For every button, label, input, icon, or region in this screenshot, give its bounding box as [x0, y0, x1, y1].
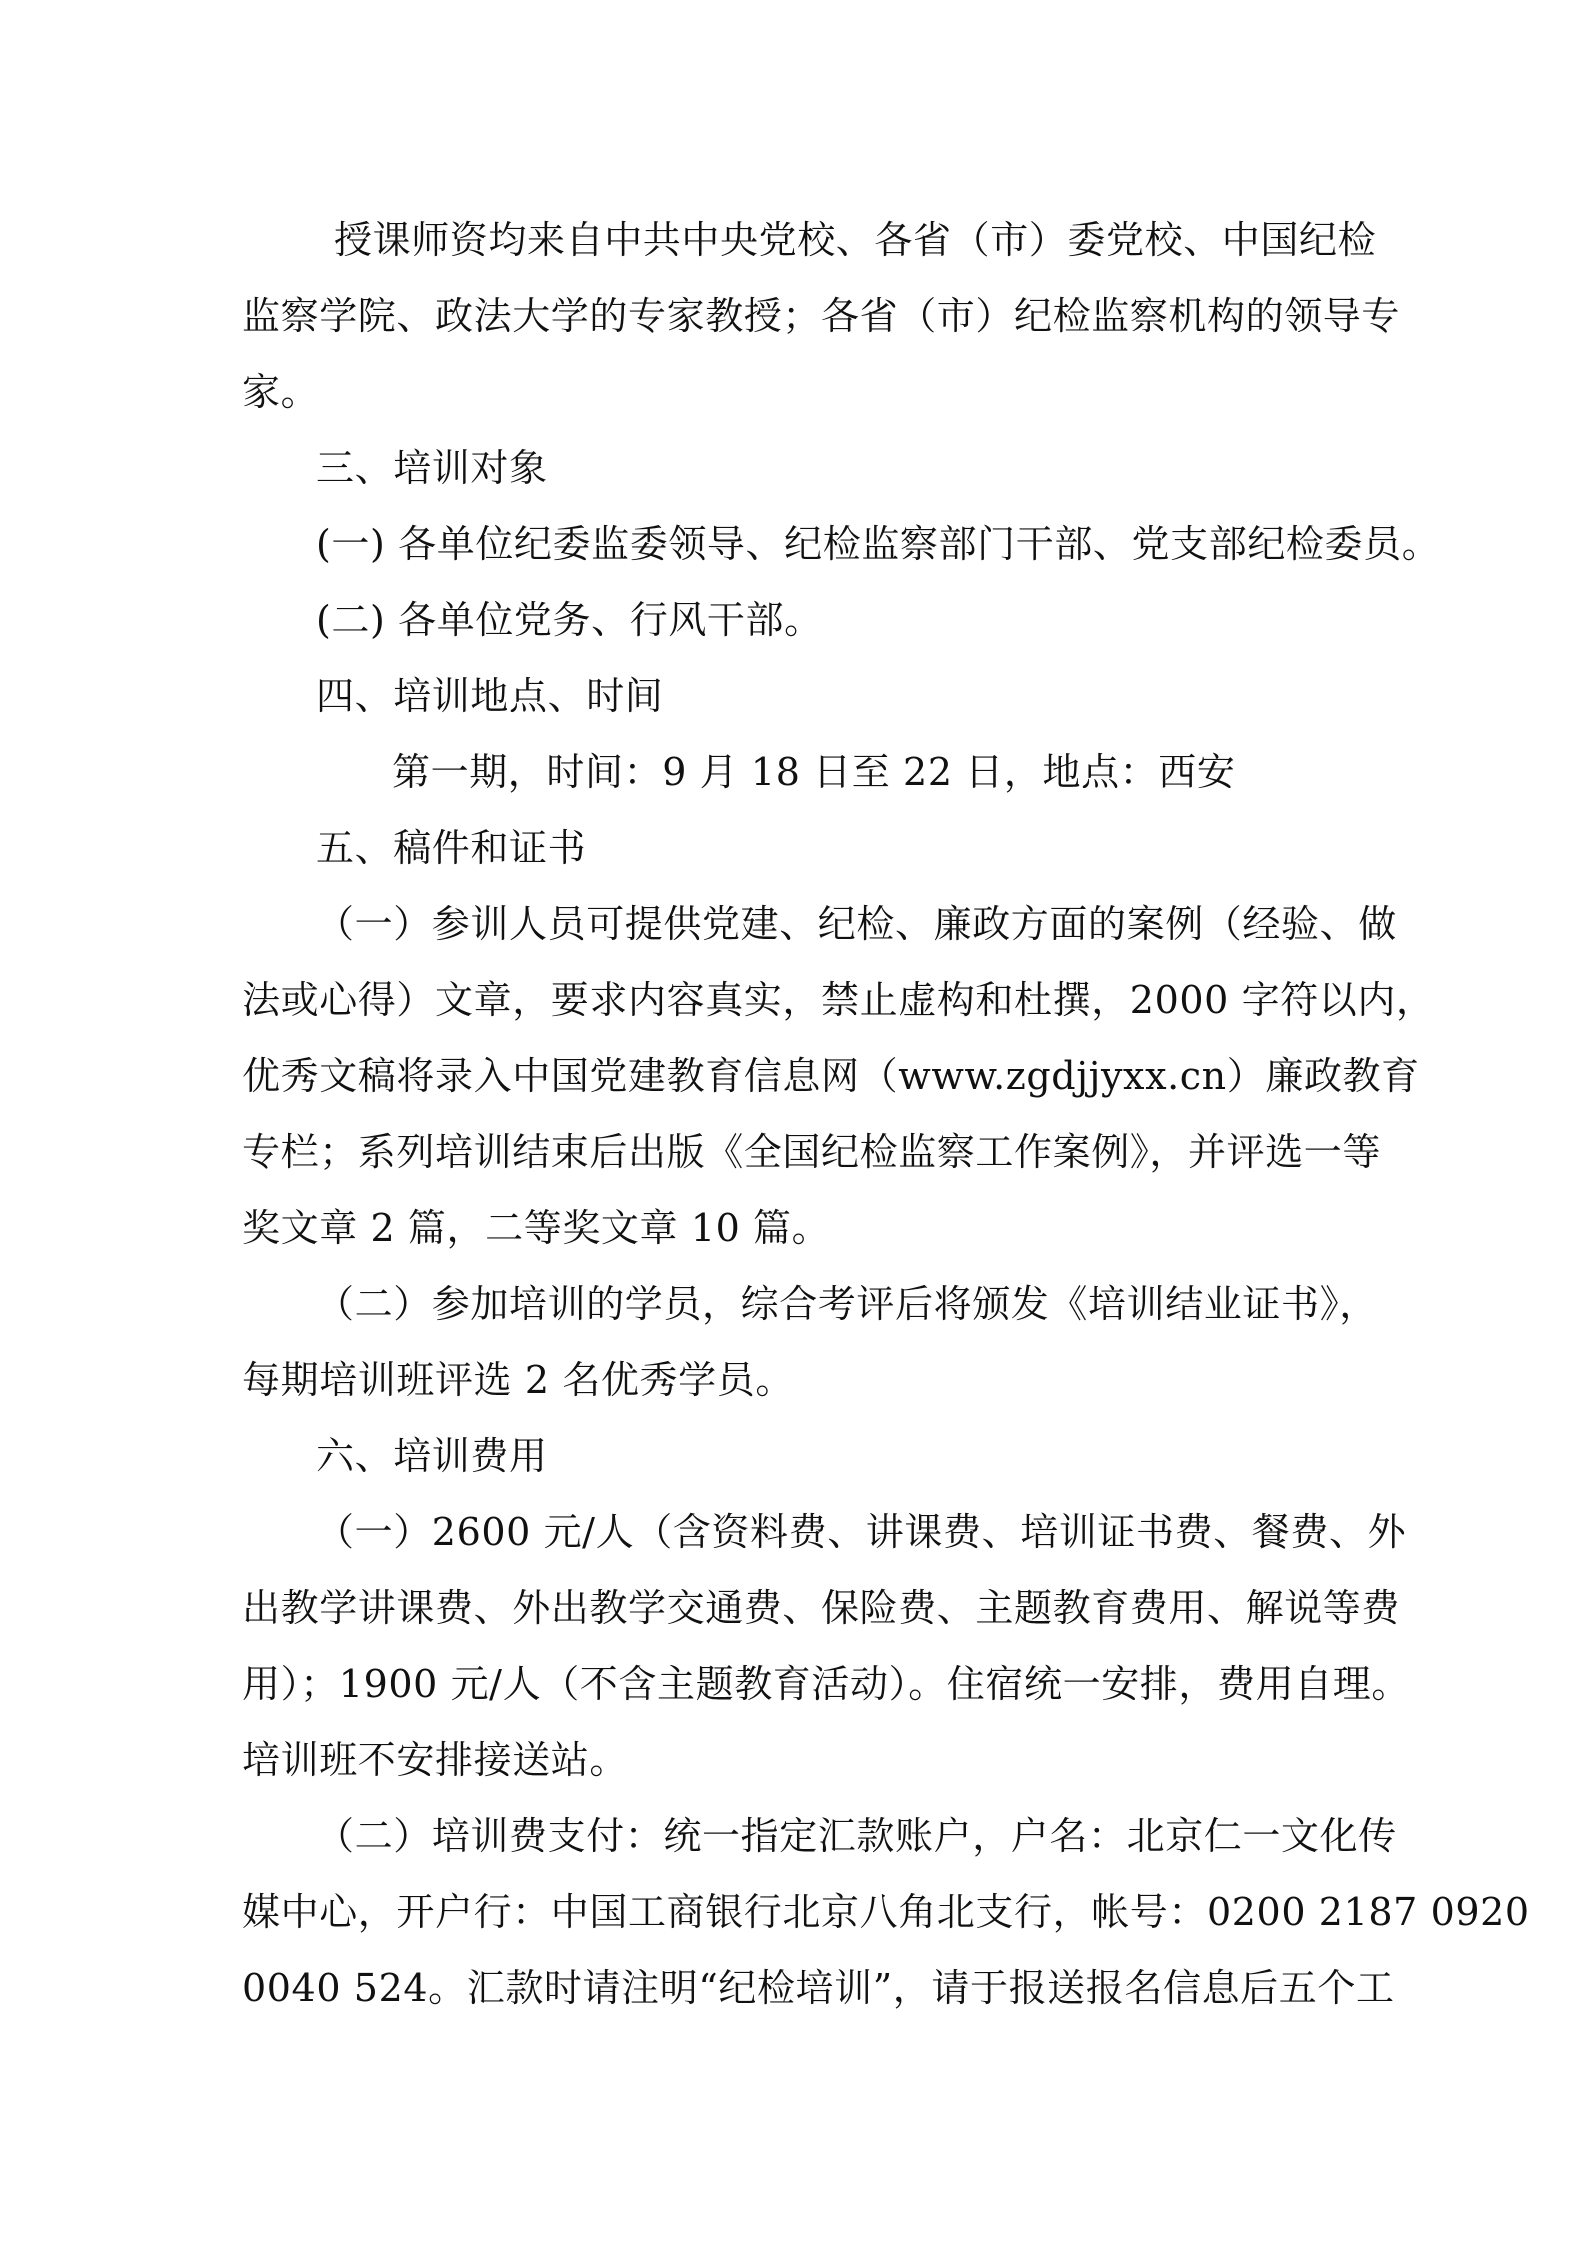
text-line: 授课师资均来自中共中央党校、各省（市）委党校、中国纪检	[334, 218, 1377, 262]
text-line: （一）参训人员可提供党建、纪检、廉政方面的案例（经验、做	[316, 902, 1397, 946]
text-line: （二）参加培训的学员，综合考评后将颁发《培训结业证书》，	[316, 1282, 1378, 1326]
text-line: 0040 524。汇款时请注明“纪检培训”，请于报送报名信息后五个工	[242, 1966, 1395, 2010]
text-line: 奖文章 2 篇，二等奖文章 10 篇。	[242, 1206, 831, 1250]
text-line: （一）2600 元/人（含资料费、讲课费、培训证书费、餐费、外	[316, 1510, 1407, 1554]
text-line: 培训班不安排接送站。	[242, 1738, 629, 1782]
text-line: 第一期，时间：9 月 18 日至 22 日，地点：西安	[392, 750, 1236, 794]
text-line: 每期培训班评选 2 名优秀学员。	[242, 1358, 794, 1402]
section-heading: 四、培训地点、时间	[316, 674, 664, 718]
text-line: (一) 各单位纪委监委领导、纪检监察部门干部、党支部纪检委员。	[316, 522, 1441, 566]
section-heading: 五、稿件和证书	[316, 826, 587, 870]
section-heading: 六、培训费用	[316, 1434, 548, 1478]
text-line: 家。	[242, 370, 320, 414]
text-line: 用）；1900 元/人（不含主题教育活动）。住宿统一安排，费用自理。	[242, 1662, 1410, 1706]
text-line: 专栏；系列培训结束后出版《全国纪检监察工作案例》，并评选一等	[242, 1130, 1382, 1174]
text-line: 法或心得）文章，要求内容真实，禁止虚构和杜撰，2000 字符以内，	[242, 978, 1435, 1022]
text-line: 出教学讲课费、外出教学交通费、保险费、主题教育费用、解说等费	[242, 1586, 1401, 1630]
section-heading: 三、培训对象	[316, 446, 548, 490]
text-line: 监察学院、政法大学的专家教授；各省（市）纪检监察机构的领导专	[242, 294, 1401, 338]
text-line: 优秀文稿将录入中国党建教育信息网（www.zgdjjyxx.cn）廉政教育	[242, 1054, 1420, 1098]
text-line: （二）培训费支付：统一指定汇款账户，户名：北京仁一文化传	[316, 1814, 1397, 1858]
text-line: 媒中心，开户行：中国工商银行北京八角北支行，帐号：0200 2187 0920	[242, 1890, 1530, 1934]
text-line: (二) 各单位党务、行风干部。	[316, 598, 823, 642]
